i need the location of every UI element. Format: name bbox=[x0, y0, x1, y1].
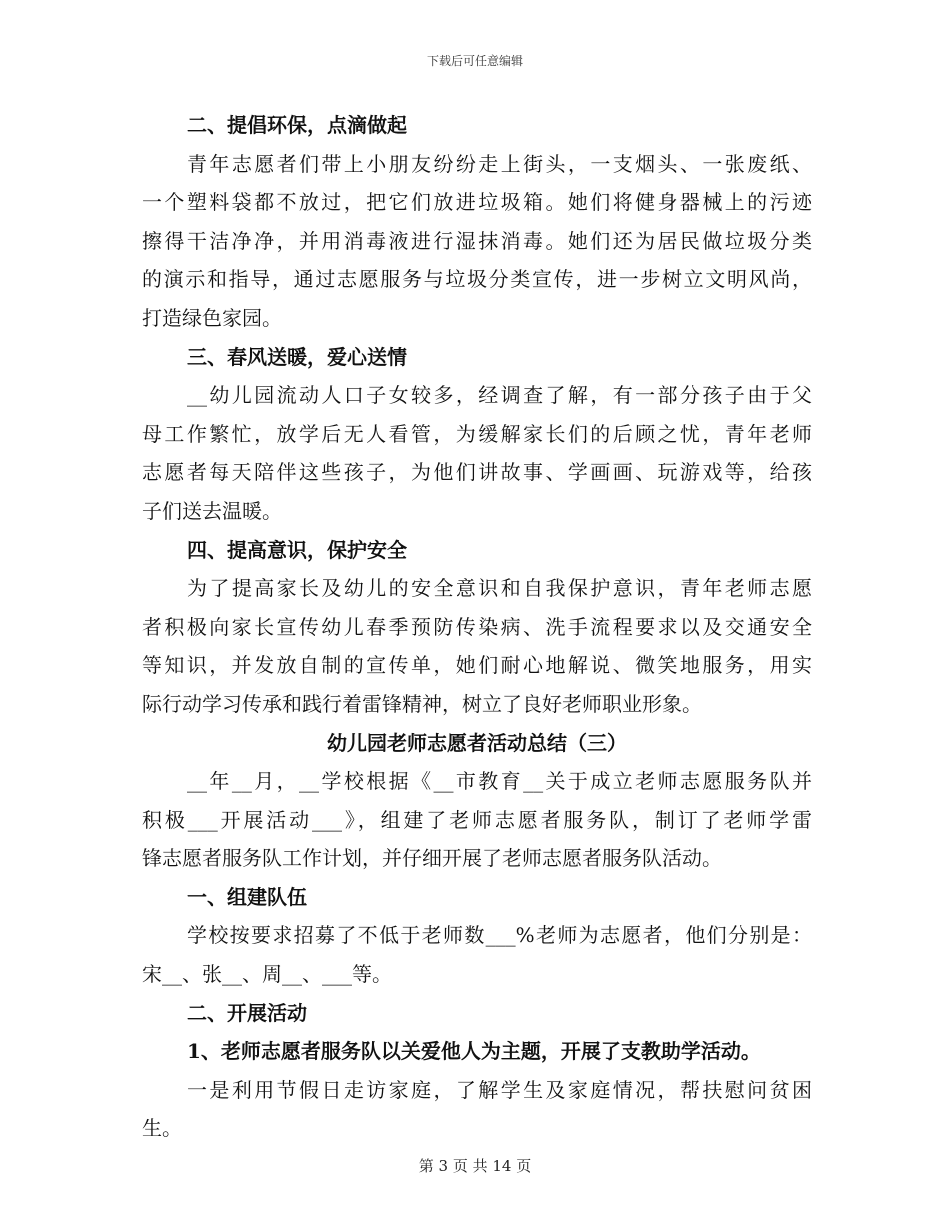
section-heading: 四、提高意识，保护安全 bbox=[187, 537, 407, 562]
paragraph-line: 宋__、张__、周__、___等。 bbox=[142, 962, 392, 987]
paragraph-line: 一个塑料袋都不放过，把它们放进垃圾箱。她们将健身器械上的污迹 bbox=[142, 190, 812, 215]
paragraph-line: __年__月，__学校根据《__市教育__关于成立老师志愿服务队并 bbox=[187, 769, 812, 794]
page-header: 下载后可任意编辑 bbox=[426, 54, 523, 68]
section-heading: 二、提倡环保，点滴做起 bbox=[187, 113, 407, 137]
section-heading: 1、老师志愿者服务队以关爱他人为主题，开展了支教助学活动。 bbox=[187, 1039, 761, 1064]
paragraph-line: 为了提高家长及幼儿的安全意识和自我保护意识，青年老师志愿 bbox=[187, 576, 812, 601]
paragraph-line: __幼儿园流动人口子女较多，经调查了解，有一部分孩子由于父 bbox=[187, 383, 812, 408]
paragraph-line: 一是利用节假日走访家庭，了解学生及家庭情况，帮扶慰问贫困 bbox=[187, 1077, 812, 1102]
section-heading: 幼儿园老师志愿者活动总结（三） bbox=[327, 730, 627, 755]
paragraph-line: 志愿者每天陪伴这些孩子，为他们讲故事、学画画、玩游戏等，给孩 bbox=[142, 460, 812, 485]
paragraph-line: 母工作繁忙，放学后无人看管，为缓解家长们的后顾之忧，青年老师 bbox=[142, 421, 812, 446]
page-number: 第 3 页 共 14 页 bbox=[418, 1157, 532, 1175]
paragraph-line: 青年志愿者们带上小朋友纷纷走上街头，一支烟头、一张废纸、 bbox=[187, 151, 812, 176]
paragraph-line: 子们送去温暖。 bbox=[142, 498, 282, 523]
paragraph-line: 学校按要求招募了不低于老师数___%老师为志愿者，他们分别是： bbox=[187, 923, 812, 948]
paragraph-line: 锋志愿者服务队工作计划，并仔细开展了老师志愿者服务队活动。 bbox=[142, 846, 722, 871]
document-body bbox=[142, 106, 812, 1148]
paragraph-line: 生。 bbox=[142, 1116, 182, 1141]
paragraph-line: 等知识，并发放自制的宣传单，她们耐心地解说、微笑地服务，用实 bbox=[142, 653, 812, 678]
section-heading: 二、开展活动 bbox=[187, 1000, 307, 1025]
paragraph-line: 者积极向家长宣传幼儿春季预防传染病、洗手流程要求以及交通安全 bbox=[142, 614, 812, 639]
paragraph-line: 打造绿色家园。 bbox=[142, 305, 282, 330]
paragraph-line: 擦得干洁净净，并用消毒液进行湿抹消毒。她们还为居民做垃圾分类 bbox=[142, 228, 812, 253]
section-heading: 三、春风送暖，爱心送情 bbox=[187, 344, 407, 369]
paragraph-line: 际行动学习传承和践行着雷锋精神，树立了良好老师职业形象。 bbox=[142, 691, 702, 716]
section-heading: 一、组建队伍 bbox=[187, 884, 307, 909]
paragraph-line: 积极___开展活动___》，组建了老师志愿者服务队，制订了老师学雷 bbox=[142, 807, 812, 832]
paragraph-line: 的演示和指导，通过志愿服务与垃圾分类宣传，进一步树立文明风尚， bbox=[142, 267, 812, 292]
